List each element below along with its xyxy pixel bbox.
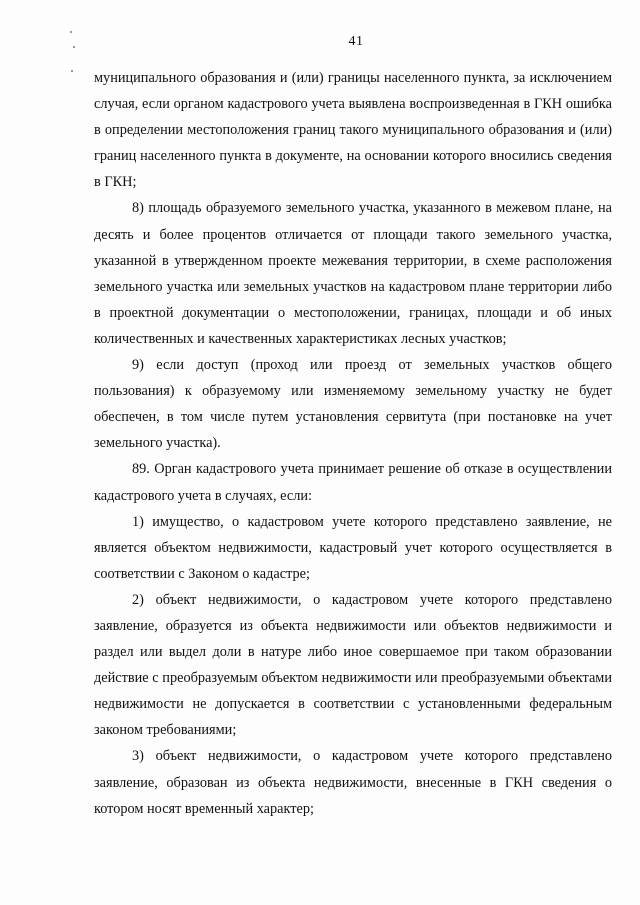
paragraph-continuation: муниципального образования и (или) границы населенного пункта, за исключением случая, если органом кадастрового учета выявлена воспроизведенная в ГКН ошибка в определении местоположения границ такого муниципального образования и (или) границ населенного пункта в документе, на основании которого вносились сведения в ГКН; [94, 70, 612, 191]
paragraph-clause-89: 89. Орган кадастрового учета принимает решение об отказе в осуществлении кадастрового учета в случаях, если: [94, 461, 612, 504]
paragraph-item-2: 2) объект недвижимости, о кадастровом учете которого представлено заявление, образуется из объекта недвижимости или объектов недвижимости и раздел или выдел доли в натуре либо иное совершаемое при таком образовании действие с преобразуемым объектом недвижимости или преобразуемыми объектами недвижимости не допускается в соответствии с установленными федеральным законом требованиями; [94, 591, 612, 739]
page-number: 41 [348, 34, 364, 49]
paragraph-item-3: 3) объект недвижимости, о кадастровом учете которого представлено заявление, образован из объекта недвижимости, внесенные в ГКН сведения о котором носят временный характер; [94, 748, 612, 817]
paragraph-item-1: 1) имущество, о кадастровом учете которого представлено заявление, не является объектом недвижимости, кадастровый учет которого осуществляется в соответствии с Законом о кадастре; [94, 513, 612, 582]
scan-speck [71, 70, 73, 72]
scan-speck [73, 46, 75, 48]
scan-speck [70, 31, 72, 33]
paragraph-item-8: 8) площадь образуемого земельного участка, указанного в межевом плане, на десять и более процентов отличается от площади такого земельного участка, указанной в утвержденном проекте межевания территории, в схеме расположения земельного участка или земельных участков на кадастровом плане территории либо в проектной документации о местоположении, границах, площади и об иных количественных и качественных характеристиках лесных участков; [94, 200, 612, 347]
paragraph-item-9: 9) если доступ (проход или проезд от земельных участков общего пользования) к образуемому или изменяемому земельному участку не будет обеспечен, в том числе путем установления сервитута (при постановке на учет земельного участка). [94, 357, 612, 452]
document-body [94, 65, 612, 822]
